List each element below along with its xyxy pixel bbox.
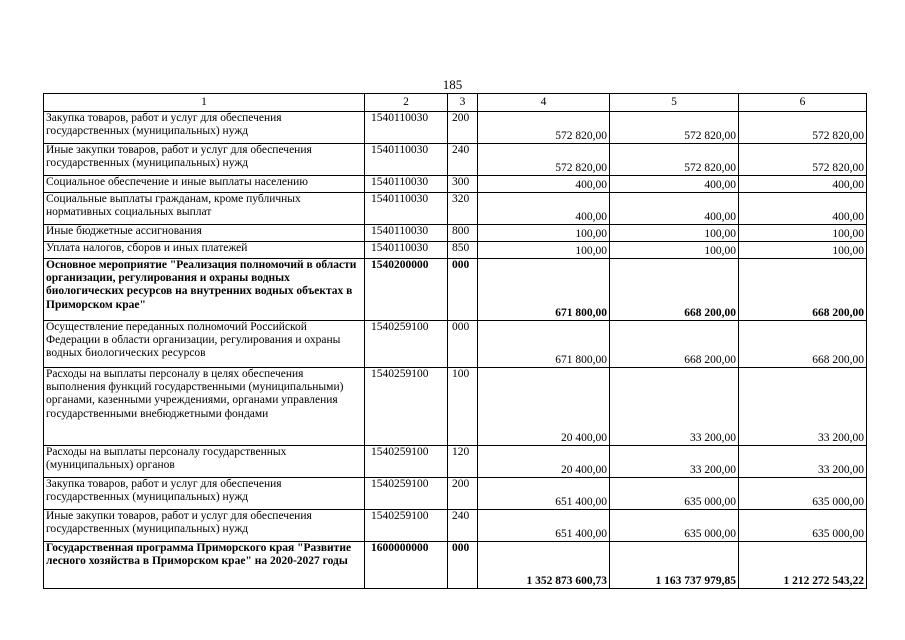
row-value-col5-cell: 33 200,00 <box>610 446 739 478</box>
row-value-col6-cell: 635 000,00 <box>739 510 867 542</box>
row-name-cell: Основное мероприятие "Реализация полномочий в области организации, регулирования и охраны водных биологических ресурсов на внутренних водных объектах в Приморском крае" <box>44 259 365 321</box>
row-name-cell: Государственная программа Приморского края "Развитие лесного хозяйства в Приморском крае" на 2020-2027 годы <box>44 542 365 589</box>
row-code-cell: 1540259100 <box>365 446 448 478</box>
row-value-col4-cell: 400,00 <box>478 176 610 193</box>
row-value-col4-cell: 671 800,00 <box>478 321 610 368</box>
table-row <box>44 259 867 321</box>
row-value-col4-cell: 20 400,00 <box>478 446 610 478</box>
row-value-col4-cell: 100,00 <box>478 225 610 242</box>
row-expense-type-cell: 240 <box>448 144 478 176</box>
row-value-col5-cell: 635 000,00 <box>610 510 739 542</box>
row-code-cell: 1540200000 <box>365 259 448 321</box>
row-code-cell: 1540259100 <box>365 478 448 510</box>
row-value-col5-cell: 1 163 737 979,85 <box>610 542 739 589</box>
column-header-5: 5 <box>610 94 739 112</box>
row-name-cell: Социальное обеспечение и иные выплаты населению <box>44 176 365 193</box>
row-value-col6-cell: 635 000,00 <box>739 478 867 510</box>
table-row <box>44 510 867 542</box>
table-row <box>44 225 867 242</box>
row-name-cell: Иные закупки товаров, работ и услуг для обеспечения государственных (муниципальных) нужд <box>44 144 365 176</box>
row-value-col5-cell: 100,00 <box>610 242 739 259</box>
row-value-col6-cell: 33 200,00 <box>739 368 867 446</box>
row-value-col5-cell: 668 200,00 <box>610 321 739 368</box>
row-code-cell: 1540259100 <box>365 510 448 542</box>
row-value-col5-cell: 100,00 <box>610 225 739 242</box>
row-code-cell: 1540110030 <box>365 176 448 193</box>
row-code-cell: 1540259100 <box>365 321 448 368</box>
table-row <box>44 193 867 225</box>
column-header-2: 2 <box>365 94 448 112</box>
row-expense-type-cell: 000 <box>448 321 478 368</box>
row-value-col4-cell: 572 820,00 <box>478 144 610 176</box>
row-code-cell: 1540259100 <box>365 368 448 446</box>
row-name-cell: Уплата налогов, сборов и иных платежей <box>44 242 365 259</box>
row-code-cell: 1540110030 <box>365 193 448 225</box>
row-value-col6-cell: 400,00 <box>739 193 867 225</box>
row-value-col4-cell: 671 800,00 <box>478 259 610 321</box>
row-value-col4-cell: 1 352 873 600,73 <box>478 542 610 589</box>
column-header-6: 6 <box>739 94 867 112</box>
column-header-4: 4 <box>478 94 610 112</box>
row-value-col4-cell: 651 400,00 <box>478 510 610 542</box>
page-number: 185 <box>442 77 463 92</box>
row-expense-type-cell: 200 <box>448 112 478 144</box>
row-value-col5-cell: 635 000,00 <box>610 478 739 510</box>
row-value-col5-cell: 572 820,00 <box>610 144 739 176</box>
table-row <box>44 321 867 368</box>
row-expense-type-cell: 200 <box>448 478 478 510</box>
budget-table <box>43 93 867 589</box>
row-name-cell: Иные бюджетные ассигнования <box>44 225 365 242</box>
table-row <box>44 144 867 176</box>
row-value-col5-cell: 400,00 <box>610 193 739 225</box>
row-expense-type-cell: 320 <box>448 193 478 225</box>
row-value-col4-cell: 651 400,00 <box>478 478 610 510</box>
row-value-col4-cell: 20 400,00 <box>478 368 610 446</box>
table-row <box>44 112 867 144</box>
row-value-col6-cell: 668 200,00 <box>739 321 867 368</box>
row-name-cell: Социальные выплаты гражданам, кроме публичных нормативных социальных выплат <box>44 193 365 225</box>
row-value-col5-cell: 668 200,00 <box>610 259 739 321</box>
row-code-cell: 1540110030 <box>365 112 448 144</box>
table-row <box>44 478 867 510</box>
row-value-col6-cell: 572 820,00 <box>739 144 867 176</box>
row-expense-type-cell: 000 <box>448 259 478 321</box>
column-header-1: 1 <box>44 94 365 112</box>
column-header-3: 3 <box>448 94 478 112</box>
row-expense-type-cell: 850 <box>448 242 478 259</box>
row-value-col4-cell: 572 820,00 <box>478 112 610 144</box>
row-value-col6-cell: 668 200,00 <box>739 259 867 321</box>
row-value-col6-cell: 400,00 <box>739 176 867 193</box>
row-value-col4-cell: 100,00 <box>478 242 610 259</box>
row-value-col6-cell: 100,00 <box>739 242 867 259</box>
table-row <box>44 446 867 478</box>
row-code-cell: 1540110030 <box>365 242 448 259</box>
table-row <box>44 542 867 589</box>
row-value-col5-cell: 572 820,00 <box>610 112 739 144</box>
row-expense-type-cell: 800 <box>448 225 478 242</box>
row-code-cell: 1540110030 <box>365 144 448 176</box>
row-code-cell: 1600000000 <box>365 542 448 589</box>
row-value-col5-cell: 400,00 <box>610 176 739 193</box>
row-name-cell: Расходы на выплаты персоналу в целях обеспечения выполнения функций государственными (муниципальными) органами, казенными учреждениями, органами управления государственными внебюджетными фондами <box>44 368 365 446</box>
row-expense-type-cell: 240 <box>448 510 478 542</box>
row-name-cell: Иные закупки товаров, работ и услуг для обеспечения государственных (муниципальных) нужд <box>44 510 365 542</box>
row-value-col6-cell: 33 200,00 <box>739 446 867 478</box>
row-expense-type-cell: 120 <box>448 446 478 478</box>
row-code-cell: 1540110030 <box>365 225 448 242</box>
table-header-row <box>44 94 867 112</box>
row-value-col6-cell: 100,00 <box>739 225 867 242</box>
row-expense-type-cell: 000 <box>448 542 478 589</box>
row-name-cell: Расходы на выплаты персоналу государственных (муниципальных) органов <box>44 446 365 478</box>
row-expense-type-cell: 100 <box>448 368 478 446</box>
table-row <box>44 242 867 259</box>
table-row <box>44 176 867 193</box>
row-name-cell: Осуществление переданных полномочий Российской Федерации в области организации, регулирования и охраны водных биологических ресурсов <box>44 321 365 368</box>
row-value-col4-cell: 400,00 <box>478 193 610 225</box>
row-name-cell: Закупка товаров, работ и услуг для обеспечения государственных (муниципальных) нужд <box>44 112 365 144</box>
row-value-col6-cell: 1 212 272 543,22 <box>739 542 867 589</box>
row-expense-type-cell: 300 <box>448 176 478 193</box>
row-value-col6-cell: 572 820,00 <box>739 112 867 144</box>
row-value-col5-cell: 33 200,00 <box>610 368 739 446</box>
table-row <box>44 368 867 446</box>
row-name-cell: Закупка товаров, работ и услуг для обеспечения государственных (муниципальных) нужд <box>44 478 365 510</box>
